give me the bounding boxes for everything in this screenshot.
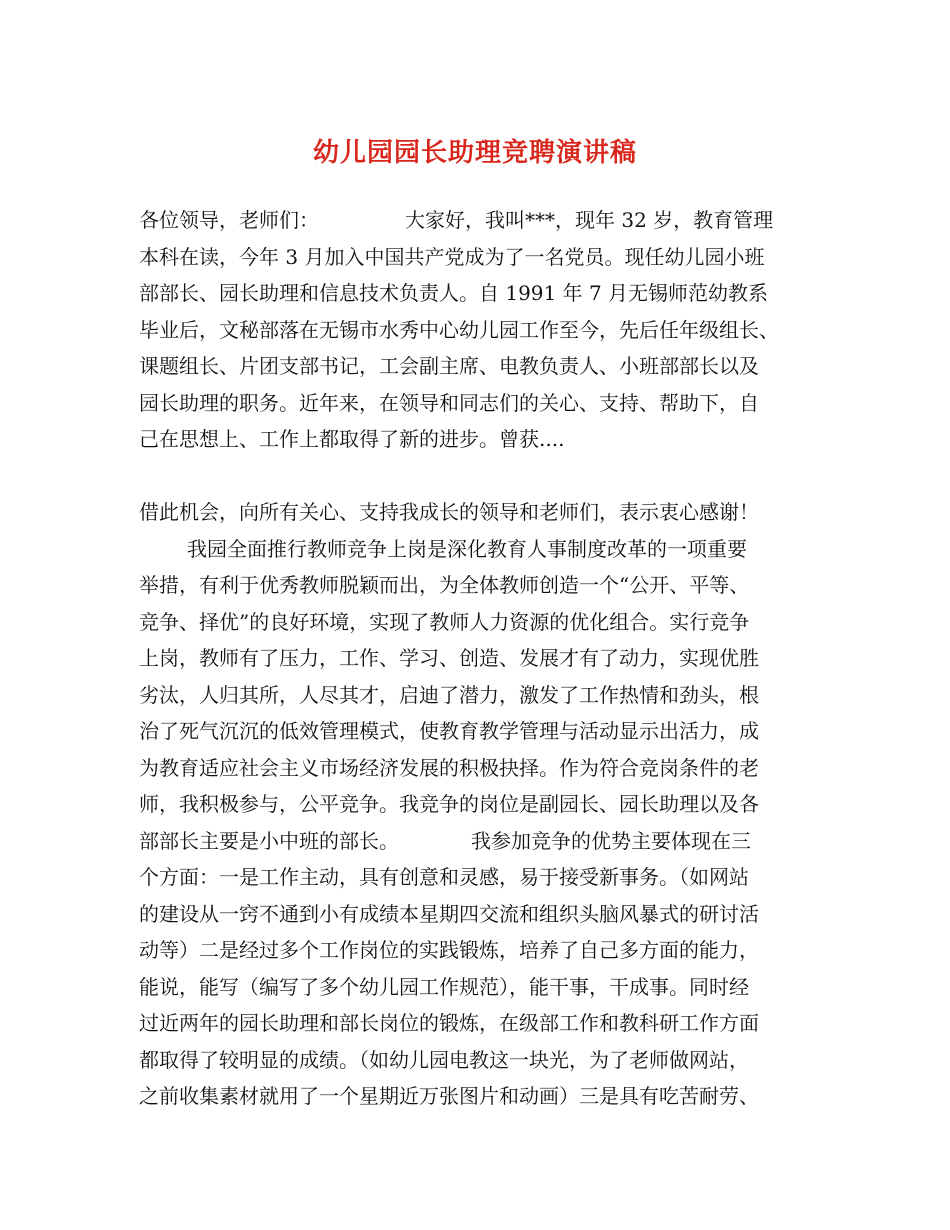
paragraph-line <box>139 202 819 239</box>
paragraph-first-line: 我园全面推行教师竞争上岗是深化教育人事制度改革的一项重要 <box>187 536 747 561</box>
paragraph-line: 课题组长、片团支部书记，工会副主席、电教负责人、小班部部长以及 <box>139 354 759 378</box>
salutation: 各位领导，老师们： <box>139 208 319 232</box>
paragraph-line: 动等）二是经过多个工作岗位的实践锻炼，培养了自己多方面的能力， <box>139 938 759 962</box>
sentence-part: 部部长主要是小中班的部长。 <box>139 828 399 853</box>
paragraph-line <box>139 531 819 568</box>
paragraph-line: 举措，有利于优秀教师脱颖而出，为全体教师创造一个“公开、平等、 <box>139 573 750 597</box>
paragraph-line: 毕业后，文秘部落在无锡市水秀中心幼儿园工作至今，先后任年级组长、 <box>139 317 779 342</box>
greeting-text: 大家好，我叫***，现年 32 岁，教育管理 <box>405 208 774 232</box>
paragraph-line <box>139 823 819 860</box>
sentence-part: 我参加竞争的优势主要体现在三 <box>471 828 751 853</box>
paragraph-line: 的建设从一窍不通到小有成绩本星期四交流和组织头脑风暴式的研讨活 <box>139 901 759 926</box>
paragraph-line: 个方面：一是工作主动，具有创意和灵感，易于接受新事务。（如网站 <box>139 865 749 889</box>
paragraph-line: 能说，能写（编写了多个幼儿园工作规范），能干事，干成事。同时经 <box>139 974 749 999</box>
paragraph-line: 部部长、园长助理和信息技术负责人。自 1991 年 7 月无锡师范幼教系 <box>139 281 769 305</box>
paragraph-line: 为教育适应社会主义市场经济发展的积极抉择。作为符合竞岗条件的老 <box>139 755 759 780</box>
document-body <box>139 202 819 1115</box>
paragraph-line: 治了死气沉沉的低效管理模式，使教育教学管理与活动显示出活力，成 <box>139 719 759 743</box>
paragraph-line: 过近两年的园长助理和部长岗位的锻炼，在级部工作和教科研工作方面 <box>139 1011 759 1035</box>
paragraph-line: 上岗，教师有了压力，工作、学习、创造、发展才有了动力，实现优胜 <box>139 646 759 670</box>
paragraph-line: 本科在读，今年 3 月加入中国共产党成为了一名党员。现任幼儿园小班 <box>139 244 765 269</box>
paragraph-line: 都取得了较明显的成绩。（如幼儿园电教这一块光，为了老师做网站， <box>139 1047 749 1072</box>
paragraph-line: 劣汰，人归其所，人尽其才，启迪了潜力，激发了工作热情和劲头，根 <box>139 682 759 707</box>
paragraph-line: 之前收集素材就用了一个星期近万张图片和动画）三是具有吃苦耐劳、 <box>139 1084 759 1108</box>
paragraph-line: 己在思想上、工作上都取得了新的进步。曾获.... <box>139 427 565 451</box>
paragraph-line: 园长助理的职务。近年来，在领导和同志们的关心、支持、帮助下，自 <box>139 390 759 415</box>
paragraph-line: 借此机会，向所有关心、支持我成长的领导和老师们，表示衷心感谢！ <box>139 500 759 524</box>
paragraph-spacer <box>139 458 819 495</box>
paragraph-line: 竞争、择优”的良好环境，实现了教师人力资源的优化组合。实行竞争 <box>139 609 750 634</box>
document-title: 幼儿园园长助理竞聘演讲稿 <box>312 138 637 168</box>
paragraph-line: 师，我积极参与，公平竞争。我竞争的岗位是副园长、园长助理以及各 <box>139 792 759 816</box>
